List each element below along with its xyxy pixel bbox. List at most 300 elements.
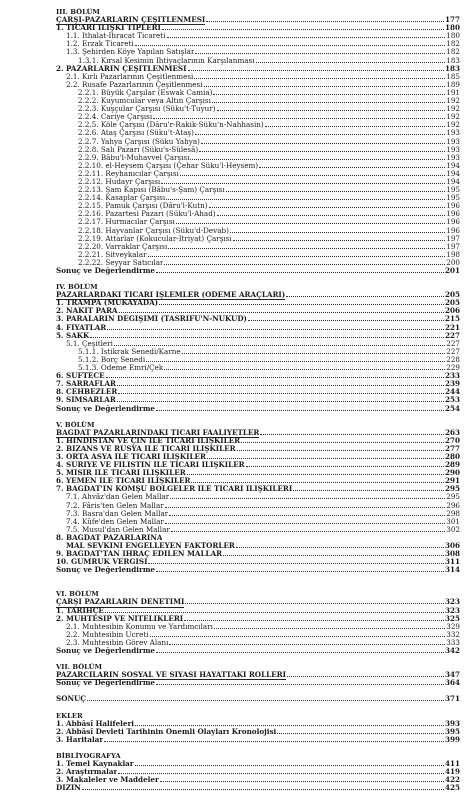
page-number: 296 xyxy=(446,500,460,510)
page-number: 192 xyxy=(446,112,460,122)
toc-entry xyxy=(56,65,460,73)
toc-entry-title: Sonuç ve Değerlendirme xyxy=(56,404,156,413)
page-number: 193 xyxy=(446,152,460,162)
toc-entry-title: 6. YEMEN İLE TİCARİ İLİŞKİLER xyxy=(56,477,191,486)
dot-leader xyxy=(187,474,444,475)
page-number: 192 xyxy=(446,120,460,130)
toc-entry xyxy=(56,566,460,574)
dot-leader xyxy=(246,466,444,467)
dot-leader xyxy=(170,498,445,499)
toc-entry xyxy=(56,40,460,48)
toc-entry-title: 3. Haritalar xyxy=(56,735,104,744)
section-gap xyxy=(56,655,460,663)
dot-leader xyxy=(82,789,444,790)
toc-entry xyxy=(56,461,460,469)
toc-entry-title: 5. MISIR İLE TİCARİ İLİŞKİLER xyxy=(56,469,186,478)
toc-entry xyxy=(56,518,460,526)
page-number: 347 xyxy=(444,670,460,680)
page-number: 177 xyxy=(444,15,460,25)
dot-leader xyxy=(277,733,444,734)
toc-entry-title: 8. CEHBEZLER xyxy=(56,388,118,397)
page-number: 194 xyxy=(446,168,460,178)
toc-entry-title: Sonuç ve Değerlendirme xyxy=(56,679,156,688)
page-number: 206 xyxy=(444,306,460,316)
page-number: 197 xyxy=(446,241,460,251)
toc-entry xyxy=(56,129,460,137)
dot-leader xyxy=(199,151,445,152)
page-number: 233 xyxy=(444,371,460,381)
table-of-contents xyxy=(56,8,460,792)
page-number: 323 xyxy=(444,597,460,607)
toc-entry xyxy=(56,259,460,267)
toc-entry-title: 2.2.14. Kasaplar Çarşısı xyxy=(78,194,166,203)
page-number: 244 xyxy=(444,387,460,397)
toc-entry-title: 9. BAĞDAT'TAN İHRAÇ EDİLEN MALLAR xyxy=(56,550,223,559)
toc-entry-title: V. BÖLÜM xyxy=(56,420,95,429)
toc-entry-title: 2. BİZANS VE RUSYA İLE TİCARİ İLİŞKİLER xyxy=(56,444,236,453)
toc-entry-title: 2.2.16. Pazartesi Pazarı (Süku'l-Ahad) xyxy=(78,210,216,219)
toc-entry xyxy=(56,388,460,396)
dot-leader xyxy=(191,482,444,483)
dot-leader xyxy=(265,126,446,127)
page-number: 193 xyxy=(446,128,460,138)
dot-leader xyxy=(180,175,445,176)
toc-entry-title: 8. BAĞDAT PAZARLARINA xyxy=(56,533,163,542)
toc-entry-title: 2.2.9. Bâbu'l-Muhavvel Çarşısı xyxy=(78,153,190,162)
page-number: 194 xyxy=(446,160,460,170)
page-number: 364 xyxy=(444,678,460,688)
page-number: 192 xyxy=(446,104,460,114)
dot-leader xyxy=(135,45,446,46)
page-number: 180 xyxy=(444,23,460,33)
dot-leader xyxy=(241,442,444,443)
dot-leader xyxy=(135,765,444,766)
dot-leader xyxy=(117,401,444,402)
toc-entry-title: 1. Abbâsî Halifeleri xyxy=(56,719,134,728)
dot-leader xyxy=(156,571,444,572)
page-number: 263 xyxy=(444,427,460,437)
section-gap xyxy=(56,704,460,712)
page-number: 191 xyxy=(446,87,460,97)
dot-leader xyxy=(236,547,444,548)
page-number: 295 xyxy=(444,484,460,494)
page-number: 311 xyxy=(444,557,460,567)
page-number: 333 xyxy=(446,637,460,647)
page-number: 200 xyxy=(446,257,460,267)
toc-entry-title: 2. PAZARLARIN ÇEŞİTLENMESİ xyxy=(56,64,187,73)
page-number: 198 xyxy=(446,249,460,259)
toc-entry xyxy=(56,502,460,510)
toc-entry-title: 1. Temel Kaynaklar xyxy=(56,759,134,768)
dot-leader xyxy=(212,102,445,103)
dot-leader xyxy=(156,652,444,653)
dot-leader xyxy=(166,199,445,200)
toc-entry-title: 2.2.21. Sitveykalar xyxy=(78,250,147,259)
toc-entry-title: 7.1. Ahvâz'dan Gelen Mallar xyxy=(66,493,170,502)
toc-entry xyxy=(56,348,460,356)
toc-entry xyxy=(56,760,460,768)
page-number: 399 xyxy=(444,734,460,744)
toc-entry xyxy=(56,178,460,186)
page-number: 227 xyxy=(444,330,460,340)
toc-entry-title: 2.2.3. Kuşçular Çarşısı (Süku't-Tuyur) xyxy=(78,105,216,114)
toc-entry-title: 3. ORTA ASYA İLE TİCARİ İLİŞKİLER xyxy=(56,452,206,461)
toc-entry-title: 1.1. İthalat-İhracat Ticareti xyxy=(66,32,166,41)
page-number: 314 xyxy=(444,565,460,575)
page-number: 411 xyxy=(444,758,460,768)
toc-entry xyxy=(56,720,460,728)
dot-leader xyxy=(159,304,444,305)
section-heading xyxy=(56,283,460,291)
toc-entry-title: 5.1.1. İstikrak Senedi/Karne xyxy=(78,347,181,356)
toc-entry-title: MAL SEVKİNİ ENGELLEYEN FAKTÖRLER xyxy=(66,542,235,550)
dot-leader xyxy=(176,223,446,224)
dot-leader xyxy=(214,628,445,629)
toc-entry xyxy=(56,356,460,364)
section-heading xyxy=(56,663,460,671)
section-heading xyxy=(56,421,460,429)
dot-leader xyxy=(106,377,444,378)
page-number: 215 xyxy=(444,314,460,324)
page-number: 393 xyxy=(444,718,460,728)
dot-leader xyxy=(164,369,445,370)
toc-entry xyxy=(56,647,460,655)
page-number: 323 xyxy=(444,605,460,615)
toc-entry xyxy=(56,396,460,404)
page-number: 298 xyxy=(446,508,460,518)
dot-leader xyxy=(195,53,445,54)
toc-entry-title: 7. BAĞDAT'IN KOMŞU BÖLGELER İLE TİCARİ İLİŞKİLERİ xyxy=(56,485,293,494)
dot-leader xyxy=(167,37,446,38)
toc-entry-title: 2.2.17. Hurmacılar Çarşısı xyxy=(78,218,175,227)
toc-entry-title: Sonuç ve Değerlendirme xyxy=(56,267,156,275)
toc-entry xyxy=(56,227,460,235)
page-number: 180 xyxy=(446,31,460,41)
toc-entry xyxy=(56,768,460,776)
toc-entry-title: III. BÖLÜM xyxy=(56,8,100,16)
page-number: 290 xyxy=(444,468,460,478)
page-number: 228 xyxy=(446,354,460,364)
toc-entry-title: 2.2.10. el-Heysem Çarşısı (Çehar Süku'l-Heysem) xyxy=(78,161,259,170)
dot-leader xyxy=(256,62,446,63)
toc-entry-title: 7. SARRAFLAR xyxy=(56,380,117,389)
toc-entry-title: ÇARŞI-PAZARLARIN ÇEŞİTLENMESİ xyxy=(56,16,206,25)
toc-entry xyxy=(56,469,460,477)
toc-entry xyxy=(56,154,460,162)
toc-entry xyxy=(56,89,460,97)
page-number: 195 xyxy=(446,185,460,195)
dot-leader xyxy=(194,78,445,79)
page-number: 192 xyxy=(446,96,460,106)
dot-leader xyxy=(104,741,444,742)
toc-entry xyxy=(56,623,460,631)
toc-entry xyxy=(56,607,460,615)
toc-entry-title: 7.4. Kûfe'den Gelen Mallar xyxy=(66,517,164,526)
toc-entry xyxy=(56,453,460,461)
toc-entry-title: 7.5. Musul'dan Gelen Mallar xyxy=(66,525,170,534)
page-number: 371 xyxy=(444,694,460,704)
toc-entry xyxy=(56,550,460,558)
dot-leader xyxy=(156,272,444,273)
dot-leader xyxy=(165,523,445,524)
toc-entry xyxy=(56,542,460,550)
dot-leader xyxy=(287,676,444,677)
toc-entry xyxy=(56,16,460,24)
toc-entry-title: 2.1. Muhtesibin Konumu ve Yardımcıları xyxy=(66,622,213,631)
toc-entry-title: 2. NAKİT PARA xyxy=(56,307,118,316)
toc-entry xyxy=(56,105,460,113)
dot-leader xyxy=(206,21,444,22)
toc-entry-title: 7.3. Basra'dan Gelen Mallar xyxy=(66,509,169,518)
dot-leader xyxy=(107,329,444,330)
page-number: 185 xyxy=(446,71,460,81)
dot-leader xyxy=(230,232,445,233)
toc-entry-title: SONUÇ xyxy=(56,695,87,704)
toc-entry xyxy=(56,429,460,437)
dot-leader xyxy=(118,393,444,394)
toc-entry xyxy=(56,57,460,65)
dot-leader xyxy=(156,410,444,411)
dot-leader xyxy=(171,531,445,532)
page-number: 196 xyxy=(446,217,460,227)
page-number: 395 xyxy=(444,726,460,736)
toc-entry-title: 2.2.20. Varraklar Çarşısı xyxy=(78,242,168,251)
toc-entry-title: 1. TİCARİ İLİŞKİ TİPLERİ xyxy=(56,24,161,33)
toc-entry-title: 2. Araştırmalar xyxy=(56,768,118,777)
dot-leader xyxy=(156,684,444,685)
toc-entry-title: 2.2.6. Ataş Çarşısı (Süku't-Ataş) xyxy=(78,129,194,138)
toc-entry-title: 2.2.11. Reyhanıcılar Çarşısı xyxy=(78,169,179,178)
toc-entry xyxy=(56,315,460,323)
page-number: 194 xyxy=(446,176,460,186)
toc-entry-title: 1. TRAMPA (MUKAYADA) xyxy=(56,299,159,308)
dot-leader xyxy=(90,337,444,338)
toc-entry-title: 2.2. Rusafe Pazarlarının Çeşitlenmesi xyxy=(66,80,203,89)
toc-entry-title: 2.2. Muhtesibin Ücreti xyxy=(66,630,149,639)
toc-entry xyxy=(56,485,460,493)
dot-leader xyxy=(146,361,445,362)
dot-leader xyxy=(188,70,444,71)
toc-entry xyxy=(56,558,460,566)
section-heading xyxy=(56,8,460,16)
toc-entry-title: PAZARLARDAKİ TİCARİ İŞLEMLER (ÖDEME ARAÇLARI) xyxy=(56,291,286,300)
toc-entry-title: VII. BÖLÜM xyxy=(56,663,103,672)
dot-leader xyxy=(119,312,444,313)
dot-leader xyxy=(182,353,446,354)
toc-entry-title: DİZİN xyxy=(56,784,81,792)
section-gap xyxy=(56,574,460,582)
page-number: 193 xyxy=(446,144,460,154)
dot-leader xyxy=(185,603,444,604)
page-number: 253 xyxy=(444,395,460,405)
toc-entry-title: 2.2.4. Cariye Çarşısı xyxy=(78,113,153,122)
toc-entry-title: 2.2.13. Şam Kapısı (Bâbu's-Şam) Çarşısı xyxy=(78,186,225,195)
page-number: 197 xyxy=(446,233,460,243)
toc-entry xyxy=(56,32,460,40)
toc-entry xyxy=(56,510,460,518)
toc-entry xyxy=(56,210,460,218)
dot-leader xyxy=(164,264,445,265)
toc-entry xyxy=(56,445,460,453)
toc-entry xyxy=(56,671,460,679)
toc-entry xyxy=(56,97,460,105)
toc-entry-title: 2.2.5. Köle Çarşısı (Dâru'r-Rakik-Süku'n-Nahhasin) xyxy=(78,121,264,130)
dot-leader xyxy=(184,620,444,621)
toc-entry-title: BİBLİYOGRAFYA xyxy=(56,751,121,760)
dot-leader xyxy=(168,248,445,249)
page-number: 182 xyxy=(446,47,460,57)
dot-leader xyxy=(223,555,444,556)
toc-entry-title: Sonuç ve Değerlendirme xyxy=(56,566,156,575)
page-number: 277 xyxy=(444,443,460,453)
toc-entry xyxy=(56,307,460,315)
toc-entry xyxy=(56,639,460,647)
page-number: 301 xyxy=(446,516,460,526)
toc-entry xyxy=(56,121,460,129)
toc-entry-title: 2.3. Muhtesibin Görev Alanı xyxy=(66,638,169,647)
dot-leader xyxy=(233,240,446,241)
section-gap xyxy=(56,744,460,752)
page-number: 205 xyxy=(444,290,460,300)
toc-entry xyxy=(56,267,460,275)
toc-entry xyxy=(56,728,460,736)
toc-entry xyxy=(56,736,460,744)
toc-entry xyxy=(56,364,460,372)
toc-entry-title: PAZARCILARIN SOSYAL VE SİYASİ HAYATTAKİ ROLLERİ xyxy=(56,671,286,680)
dot-leader xyxy=(150,636,446,637)
toc-entry-title: 6. SÜFTECE xyxy=(56,372,105,381)
dot-leader xyxy=(153,118,445,119)
page-number: 193 xyxy=(446,136,460,146)
toc-entry xyxy=(56,138,460,146)
dot-leader xyxy=(201,143,445,144)
toc-entry xyxy=(56,631,460,639)
toc-entry xyxy=(56,235,460,243)
page-number: 270 xyxy=(444,435,460,445)
toc-entry-title: 2.2.12. Hudayr Çarşısı xyxy=(78,177,161,186)
dot-leader xyxy=(161,183,445,184)
page-number: 183 xyxy=(444,63,460,73)
page-number: 189 xyxy=(446,79,460,89)
section-gap xyxy=(56,413,460,421)
dot-leader xyxy=(237,450,444,451)
page-number: 183 xyxy=(446,55,460,65)
toc-entry xyxy=(56,73,460,81)
page-number: 254 xyxy=(444,403,460,413)
toc-entry xyxy=(56,340,460,348)
dot-leader xyxy=(209,207,446,208)
toc-entry xyxy=(56,372,460,380)
page-number: 239 xyxy=(444,379,460,389)
toc-entry-title: 2.2.1. Büyük Çarşılar (Eswak Camia) xyxy=(78,88,213,97)
dot-leader xyxy=(217,110,446,111)
toc-entry-title: ÇARŞI PAZARLARIN DENETİMİ xyxy=(56,598,185,607)
dot-leader xyxy=(117,385,444,386)
toc-entry-title: 2.2.18. Hayvanlar Çarşısı (Süku'd-Devab) xyxy=(78,226,229,235)
page-number: 229 xyxy=(446,363,460,373)
toc-entry xyxy=(56,332,460,340)
section-heading xyxy=(56,712,460,720)
toc-entry-title: 5.1.2. Borç Senedi xyxy=(78,355,146,364)
section-gap xyxy=(56,687,460,695)
toc-entry xyxy=(56,679,460,687)
toc-entry xyxy=(56,615,460,623)
section-gap xyxy=(56,582,460,590)
dot-leader xyxy=(87,700,444,701)
page-number: 425 xyxy=(444,783,460,792)
dot-leader xyxy=(105,612,444,613)
dot-leader xyxy=(204,86,446,87)
toc-entry xyxy=(56,162,460,170)
page-number: 221 xyxy=(444,322,460,332)
toc-entry-title: 5.1.3. Ödeme Emri/Çek xyxy=(78,364,164,373)
toc-entry xyxy=(56,695,460,703)
toc-entry-title: 2.2.7. Yahya Çarşısı (Süku Yahya) xyxy=(78,137,200,146)
dot-leader xyxy=(118,773,444,774)
toc-entry xyxy=(56,405,460,413)
page-number: 289 xyxy=(444,460,460,470)
toc-entry xyxy=(56,477,460,485)
page-number: 227 xyxy=(446,346,460,356)
toc-entry-title: 4. SURİYE VE FİLİSTİN İLE TİCARİ İLİŞKİLER xyxy=(56,461,245,470)
page-number: 308 xyxy=(444,549,460,559)
toc-entry-title: 3. Makaleler ve Maddeler xyxy=(56,776,159,785)
toc-entry-title: 2.2.15. Pamuk Çarşısı (Dâru'l-Kutn) xyxy=(78,202,208,211)
toc-entry xyxy=(56,534,460,542)
toc-entry-title: 2.2.8. Salı Pazarı (Süku's-Sülesâ) xyxy=(78,145,199,154)
toc-entry-title: 7.2. Fâris'ten Gelen Mallar xyxy=(66,501,164,510)
toc-entry xyxy=(56,324,460,332)
toc-entry xyxy=(56,493,460,501)
toc-entry-title: 2.2.19. Attarlar (Kokucular-İtriyat) Çarşısı xyxy=(78,234,232,243)
page-number: 306 xyxy=(444,541,460,550)
toc-entry xyxy=(56,146,460,154)
toc-entry xyxy=(56,251,460,259)
toc-entry xyxy=(56,380,460,388)
dot-leader xyxy=(293,490,444,491)
dot-leader xyxy=(207,458,444,459)
toc-entry-title: 1. HİNDİSTAN VE ÇİN İLE TİCARİ İLİŞKİLER xyxy=(56,436,241,445)
toc-entry-title: 9. SİMSARLAR xyxy=(56,396,116,405)
page-number: 295 xyxy=(446,492,460,502)
page-number: 325 xyxy=(444,613,460,623)
toc-entry-title: 2. MUHTESİP VE NİTELİKLERİ xyxy=(56,614,184,623)
dot-leader xyxy=(169,515,445,516)
toc-entry xyxy=(56,24,460,32)
page-number: 182 xyxy=(446,39,460,49)
dot-leader xyxy=(148,563,444,564)
toc-entry-title: Sonuç ve Değerlendirme xyxy=(56,647,156,656)
toc-entry-title: 4. FİYATLAR xyxy=(56,323,107,332)
page-number: 196 xyxy=(446,209,460,219)
page-number: 332 xyxy=(446,629,460,639)
toc-entry xyxy=(56,437,460,445)
page-number: 419 xyxy=(444,767,460,777)
toc-entry xyxy=(56,243,460,251)
dot-leader xyxy=(213,94,445,95)
dot-leader xyxy=(169,644,445,645)
toc-entry-title: 1.3.1. Kırsal Kesimin İhtiyaçlarının Karşılanması xyxy=(78,56,255,65)
page-number: 280 xyxy=(444,451,460,461)
toc-entry xyxy=(56,299,460,307)
toc-entry-title: VI. BÖLÜM xyxy=(56,590,99,599)
page-number: 302 xyxy=(446,524,460,534)
page-number: 227 xyxy=(446,338,460,348)
page-number: 196 xyxy=(446,225,460,235)
dot-leader xyxy=(259,167,445,168)
toc-entry xyxy=(56,81,460,89)
toc-entry-title: 2.2.2. Kuyumcular veya Altın Çarşısı xyxy=(78,97,211,106)
